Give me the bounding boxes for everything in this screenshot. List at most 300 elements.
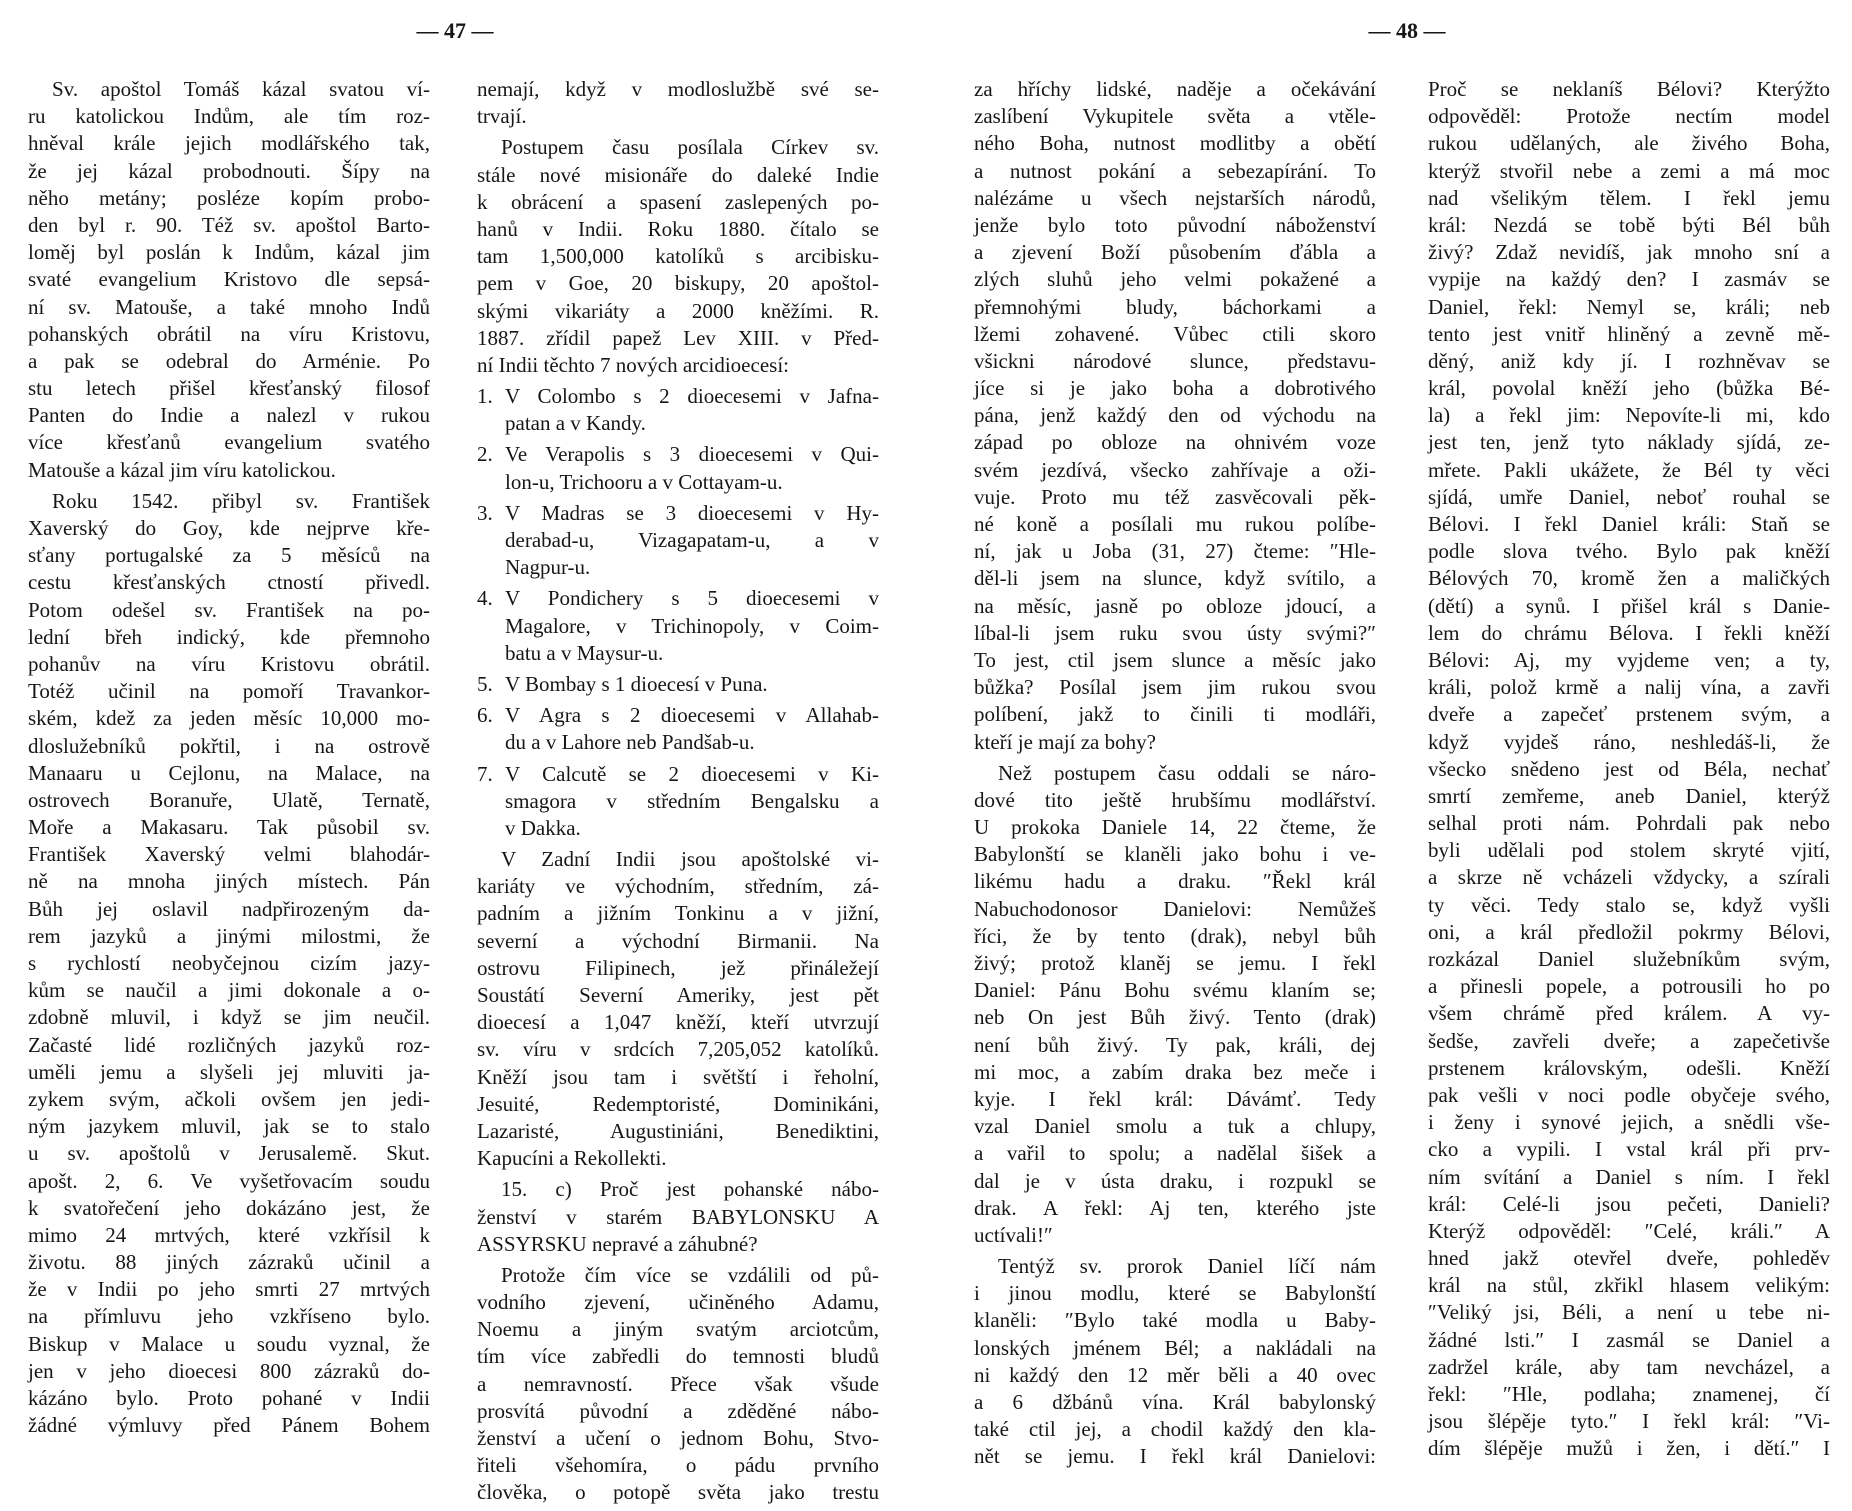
line-text: na měsíc, jasně po obloze jdoucí, a [974, 593, 1376, 618]
text-line [28, 1222, 430, 1249]
text-line [974, 1004, 1376, 1031]
text-line [974, 239, 1376, 266]
text-line [974, 977, 1376, 1004]
line-text: bůžka? Posílal jsem jim rukou svou [974, 675, 1376, 700]
text-line [1428, 620, 1830, 647]
line-text: v Dakka. [505, 815, 581, 840]
line-text: Matouše a kázal jim víru katolickou. [28, 457, 336, 482]
text-line [477, 702, 879, 729]
text-line [974, 457, 1376, 484]
text-line [477, 1289, 879, 1316]
text-line [28, 103, 430, 130]
text-line [28, 185, 430, 212]
line-text: sv. víru v srdcích 7,205,052 katolíků. [477, 1037, 879, 1062]
text-line [1428, 946, 1830, 973]
text-line [28, 130, 430, 157]
text-line [477, 1343, 879, 1370]
line-text: všem chrámě před králem. A vy- [1428, 1001, 1830, 1026]
text-line [477, 1262, 879, 1289]
text-line [28, 1168, 430, 1195]
text-line [28, 515, 430, 542]
line-text: du a v Lahore neb Pandšab-u. [505, 730, 755, 755]
text-line [477, 352, 879, 379]
text-line [28, 158, 430, 185]
text-line [28, 705, 430, 732]
line-text: Proč se neklaníš Bélovi? Kterýžto [1428, 77, 1830, 101]
line-text: zdobně mluvil, i když se jim neučil. [28, 1005, 430, 1030]
line-text: k svatořečení jeho dokázáno jest, že [28, 1195, 430, 1220]
line-text: Babylonští se klaněli jako bohu i ve- [974, 842, 1376, 867]
text-line [974, 923, 1376, 950]
text-line [28, 212, 430, 239]
text-line [1428, 484, 1830, 511]
line-text: přemnohými bludy, báchorkami a [974, 294, 1376, 319]
text-line [28, 1032, 430, 1059]
paragraph [28, 76, 430, 484]
text-line [974, 294, 1376, 321]
list-item [477, 761, 879, 843]
text-line [974, 212, 1376, 239]
line-text: Protože čím více se vzdálili od pů- [501, 1262, 879, 1287]
line-text: Tentýž sv. prorok Daniel líčí nám [998, 1254, 1376, 1279]
line-text: batu a v Maysur-u. [505, 640, 664, 665]
line-text: Manaaru u Cejlonu, na Malace, na [28, 760, 430, 785]
line-text: Kapucíni a Rekollekti. [477, 1146, 667, 1171]
line-text: ostrovu Filipinech, jež přináležejí [477, 955, 879, 980]
line-text: lem do chrámu Bélova. I řekli kněží [1428, 620, 1830, 645]
paragraph [28, 488, 430, 1440]
text-line [28, 429, 430, 456]
paragraph [974, 76, 1376, 756]
line-text: V Colombo s 2 dioecesemi v Jafna- [505, 384, 879, 409]
text-column-right [477, 76, 879, 1511]
text-line [1428, 810, 1830, 837]
line-text: sťany portugalské za 5 měsíců na [28, 543, 430, 568]
line-text: jenže bylo toto původní náboženství [974, 212, 1376, 237]
paragraph [477, 846, 879, 1172]
line-text: podle slova tvého. Bylo pak kněží [1428, 539, 1830, 564]
line-text: apošt. 2, 6. Ve vyšetřovacím soudu [28, 1168, 430, 1193]
text-line [477, 162, 879, 189]
text-line [477, 1425, 879, 1452]
text-line [1428, 266, 1830, 293]
text-line [477, 76, 879, 103]
text-line [974, 1059, 1376, 1086]
text-line [1428, 729, 1830, 756]
text-line [28, 1113, 430, 1140]
line-text: jest ten, jenž tyto náklady sjídá, ze- [1428, 430, 1830, 455]
line-text: král: Celé-li jsou pečeti, Danieli? [1428, 1191, 1830, 1216]
line-text: pohanův na víru Kristovu obrátil. [28, 651, 430, 676]
text-line [477, 585, 879, 612]
text-line [1428, 593, 1830, 620]
text-line [1428, 402, 1830, 429]
line-text: žádné lsti.″ I zasmál se Daniel a [1428, 1327, 1830, 1352]
text-line [1428, 76, 1830, 103]
line-text: la) a řekl jim: Nepovíte-li mi, kdo [1428, 403, 1830, 428]
line-text: Soustátí Severní Ameriky, jest pět [477, 983, 879, 1007]
text-line [1428, 756, 1830, 783]
text-line [974, 1335, 1376, 1362]
line-text: děný, aniž kdy jí. I rozhněvav se [1428, 348, 1830, 373]
text-line [477, 613, 879, 640]
list-number: 4. [477, 586, 493, 611]
text-line [1428, 1082, 1830, 1109]
line-text: políbení, jakž to činili ti modláři, [974, 702, 1376, 727]
page-number: — 47 — [416, 18, 494, 43]
line-text: rukou udělaných, ale živého Boha, [1428, 131, 1830, 156]
line-text: loměj byl poslán k Indům, kázal jim [28, 240, 430, 265]
line-text: tento jest vnitř hliněný a zevně mě- [1428, 321, 1830, 346]
line-text: prstenem královským, odešli. Kněží [1428, 1055, 1830, 1080]
text-line [28, 457, 430, 484]
text-line [974, 266, 1376, 293]
line-text: vzal Daniel smolu a tuk a chlupy, [974, 1114, 1376, 1139]
text-line [477, 1036, 879, 1063]
text-line [974, 1168, 1376, 1195]
text-line [477, 1316, 879, 1343]
list-item [477, 500, 879, 582]
line-text: životu. 88 jiných zázraků učinil a [28, 1250, 430, 1275]
line-text: Biskup v Malace u soudu vyznal, že [28, 1331, 430, 1356]
text-line [974, 841, 1376, 868]
paragraph [974, 1253, 1376, 1471]
text-line [477, 1452, 879, 1479]
line-text: ní sv. Matouše, a také mnoho Indů [28, 294, 430, 319]
text-line [28, 1385, 430, 1412]
line-text: vypije na každý den? I zasmáv se [1428, 267, 1830, 292]
line-text: dloslužebníků pokřtil, i na ostrově [28, 733, 430, 758]
text-line [1428, 1435, 1830, 1462]
line-text: že v Indii po jeho smrti 27 mrtvých [28, 1277, 430, 1302]
line-text: V Bombay s 1 dioecesí v Puna. [505, 671, 768, 696]
text-line [974, 321, 1376, 348]
line-text: kterýž stvořil nebe a zemi a má moc [1428, 158, 1830, 183]
text-line [974, 1222, 1376, 1249]
line-text: 15. c) Proč jest pohanské nábo- [501, 1177, 879, 1202]
text-line [477, 1009, 879, 1036]
line-text: skými vikariáty a 2000 kněžími. R. [477, 298, 879, 323]
line-text: Bélových 70, kromě žen a maličkých [1428, 566, 1830, 591]
line-text: i jinou modlu, které se Babylonští [974, 1281, 1376, 1306]
text-line [28, 488, 430, 515]
line-text: drak. A řekl: Aj ten, kterého jste [974, 1195, 1376, 1220]
line-text: byli udělali pod stolem skryté vjití, [1428, 838, 1830, 863]
line-text: sjídá, umře Daniel, neboť rouhal se [1428, 484, 1830, 509]
line-text: také ctil jej, a chodil každý den kla- [974, 1417, 1376, 1442]
text-line [477, 189, 879, 216]
text-line [28, 542, 430, 569]
line-text: mimo 24 mrtvých, které vzkřísil k [28, 1222, 430, 1247]
text-line [1428, 1408, 1830, 1435]
line-text: lední břeh indický, kde přemnoho [28, 624, 430, 649]
line-text: že jej kázal probodnouti. Šípy na [28, 158, 430, 183]
line-text: smrtí zemřeme, aneb Daniel, kterýž [1428, 783, 1830, 808]
line-text: zaslíbení Vykupitele světa a vtěle- [974, 104, 1376, 129]
text-line [974, 402, 1376, 429]
text-line [1428, 973, 1830, 1000]
text-line [974, 103, 1376, 130]
line-text: dím šlépěje mužů i žen, i dětí.″ I [1428, 1436, 1830, 1461]
text-line [28, 1140, 430, 1167]
text-line [974, 593, 1376, 620]
text-line [1428, 701, 1830, 728]
line-text: Nabuchodonosor Danielovi: Nemůžeš [974, 896, 1376, 921]
line-text: živý? Zdaž nevidíš, jak mnoho sní a [1428, 240, 1830, 265]
paragraph [1428, 76, 1830, 1463]
line-text: kázáno bylo. Proto pohané v Indii [28, 1386, 430, 1410]
line-text: Sv. apoštol Tomáš kázal svatou ví- [52, 77, 430, 101]
text-line [28, 868, 430, 895]
text-line [477, 243, 879, 270]
text-line [28, 841, 430, 868]
line-text: V Zadní Indii jsou apoštolské vi- [501, 847, 879, 872]
line-text: Bélovi: Aj, my vyjdeme ven; a ty, [1428, 647, 1830, 672]
text-line [477, 103, 879, 130]
list-item [477, 702, 879, 756]
line-text: Magalore, v Trichinopoly, v Coim- [505, 613, 879, 638]
line-text: ženství v starém BABYLONSKU A [477, 1204, 879, 1229]
text-line [974, 868, 1376, 895]
text-line [1428, 892, 1830, 919]
text-line [974, 814, 1376, 841]
text-line [477, 640, 879, 667]
text-line [974, 185, 1376, 212]
line-text: k obrácení a spasení zaslepených po- [477, 189, 879, 214]
text-line [477, 1091, 879, 1118]
text-line [1428, 565, 1830, 592]
line-text: na přímluvu jeho vzkříseno bylo. [28, 1304, 430, 1329]
text-line [28, 239, 430, 266]
line-text: král na stůl, zkřikl hlasem velikým: [1428, 1273, 1830, 1298]
text-line [28, 375, 430, 402]
line-text: tím více zabředli do temnosti bludů [477, 1344, 879, 1369]
line-text: ženství a učení o jednom Bohu, Stvo- [477, 1426, 879, 1450]
text-line [28, 1086, 430, 1113]
line-text: není bůh živý. Ty pak, králi, dej [974, 1032, 1376, 1057]
line-text: pak vešli v noci podle obyčeje svého, [1428, 1082, 1830, 1107]
line-text: František Xaverský velmi blahodár- [28, 842, 430, 867]
line-text: ASSYRSKU nepravé a záhubné? [477, 1231, 758, 1256]
text-line [477, 441, 879, 468]
text-line [1428, 647, 1830, 674]
text-line [1428, 1055, 1830, 1082]
text-line [28, 977, 430, 1004]
line-text: šedše, zavřeli dveře; a zapečetivše [1428, 1028, 1830, 1053]
text-line [477, 788, 879, 815]
text-line [477, 270, 879, 297]
text-line [28, 1303, 430, 1330]
line-text: Bélovi. I řekl Daniel králi: Staň se [1428, 512, 1830, 536]
text-line [28, 402, 430, 429]
line-text: všecko snědeno jest od Béla, nechať [1428, 756, 1830, 781]
text-line [974, 1253, 1376, 1280]
line-text: a 6 džbánů vína. Král babylonský [974, 1390, 1376, 1414]
text-line [28, 76, 430, 103]
line-text: den byl r. 90. Též sv. apoštol Barto- [28, 212, 430, 237]
text-line [974, 1280, 1376, 1307]
line-text: kyje. I řekl král: Dávámť. Tedy [974, 1086, 1376, 1111]
line-text: ní, jak u Joba (31, 27) čteme: ″Hle- [974, 539, 1376, 564]
text-line [1428, 457, 1830, 484]
text-line [28, 1249, 430, 1276]
text-line [477, 1204, 879, 1231]
line-text: (dětí) a synů. I přišel král s Danie- [1428, 593, 1830, 618]
line-text: ru katolickou Indům, ale tím roz- [28, 104, 430, 129]
line-text: ně na mnoha jiných místech. Pán [28, 869, 430, 894]
line-text: prosvítá původní a zděděné nábo- [477, 1398, 879, 1423]
line-text: severní a východní Birmanii. Na [477, 928, 879, 953]
text-column-left [974, 76, 1376, 1475]
text-line [477, 554, 879, 581]
line-text: Totéž učinil na pomoří Travankor- [28, 679, 430, 704]
line-text: V Madras se 3 dioecesemi v Hy- [505, 500, 879, 525]
line-text: nemají, když v modloslužbě své se- [477, 77, 879, 101]
line-text: cestu křesťanských ctností přivedl. [28, 570, 430, 595]
text-column-left [28, 76, 430, 1443]
line-text: vodního zjevení, učiněného Adamu, [477, 1290, 879, 1315]
line-text: ty věci. Tedy stalo se, když vyšli [1428, 892, 1830, 917]
text-line [477, 500, 879, 527]
text-line [28, 950, 430, 977]
line-text: a pak se odebral do Arménie. Po [28, 348, 430, 373]
list-number: 7. [477, 761, 493, 786]
text-line [974, 1086, 1376, 1113]
text-line [974, 348, 1376, 375]
line-text: hned jakž otevřel dveře, pohleděv [1428, 1246, 1830, 1271]
text-line [477, 469, 879, 496]
text-line [1428, 511, 1830, 538]
text-line [974, 375, 1376, 402]
line-text: lon-u, Trichooru a v Cottayam-u. [505, 469, 783, 494]
text-line [974, 950, 1376, 977]
list-number: 3. [477, 500, 493, 525]
line-text: Noemu a jiným svatým arciotcům, [477, 1317, 879, 1342]
line-text: stu letech přišel křesťanský filosof [28, 376, 430, 401]
line-text: za hříchy lidské, naděje a očekávání [974, 77, 1376, 101]
text-line [1428, 348, 1830, 375]
text-line [1428, 674, 1830, 701]
line-text: zlých sluhů jeho velmi pokažené a [974, 267, 1376, 292]
text-line [477, 846, 879, 873]
line-text: u sv. apoštolů v Jerusalemě. Skut. [28, 1141, 430, 1166]
line-text: trvají. [477, 104, 527, 129]
text-line [1428, 1272, 1830, 1299]
text-line [1428, 1327, 1830, 1354]
text-line [477, 982, 879, 1009]
text-line [28, 1331, 430, 1358]
line-text: jíce si je jako boha a dobrotivého [974, 376, 1376, 401]
line-text: Roku 1542. přibyl sv. František [52, 488, 430, 513]
line-text: smagora v středním Bengalsku a [505, 788, 879, 813]
line-text: derabad-u, Vizagapatam-u, a v [505, 528, 879, 552]
text-line [477, 900, 879, 927]
text-line [1428, 1109, 1830, 1136]
text-line [1428, 1164, 1830, 1191]
line-text: cko a vypili. I vstal král při prv- [1428, 1137, 1830, 1162]
text-line [477, 955, 879, 982]
text-line [28, 1358, 430, 1385]
text-line [974, 565, 1376, 592]
text-line [974, 130, 1376, 157]
text-line [974, 1416, 1376, 1443]
line-text: hanů v Indii. Roku 1880. čítalo se [477, 216, 879, 241]
text-line [477, 383, 879, 410]
line-text: řiteli všehomíra, o pádu prvního [477, 1453, 879, 1478]
text-line [477, 1064, 879, 1091]
line-text: děl-li jsem na slunce, když svítilo, a [974, 566, 1376, 591]
text-line [477, 928, 879, 955]
line-text: U prokoka Daniele 14, 22 čteme, že [974, 815, 1376, 840]
text-line [974, 620, 1376, 647]
line-text: Lazaristé, Augustiniáni, Benediktini, [477, 1118, 879, 1143]
line-text: a skrze ně vcházeli vždycky, a szírali [1428, 865, 1830, 890]
text-line [477, 1398, 879, 1425]
paragraph [477, 1176, 879, 1258]
line-text: lonských jménem Bél; a nakládali na [974, 1335, 1376, 1360]
line-text: a nutnost pokání a sebezapírání. To [974, 158, 1376, 183]
line-text: né koně a posílali mu rukou políbe- [974, 512, 1376, 536]
line-text: ním svítání a Daniel s ním. I řekl [1428, 1164, 1830, 1189]
line-text: lžemi zohavené. Vůbec ctili skoro [974, 321, 1376, 346]
text-line [28, 321, 430, 348]
line-text: něho metány; posléze kopím probo- [28, 185, 430, 210]
list-item [477, 441, 879, 495]
line-text: a nemravností. Přece však všude [477, 1371, 879, 1396]
line-text: ni každý den 12 měr běli a 40 ovec [974, 1362, 1376, 1387]
text-line [974, 1113, 1376, 1140]
text-line [28, 266, 430, 293]
line-text: s rychlostí neobyčejnou cizím jazy- [28, 951, 430, 975]
line-text: kariáty ve východním, středním, zá- [477, 874, 879, 899]
line-text: klaněli: ″Bylo také modla u Baby- [974, 1308, 1376, 1333]
line-text: kteří je mají za bohy? [974, 729, 1156, 754]
text-line [974, 1195, 1376, 1222]
line-text: neb On jest Bůh živý. Tento (drak) [974, 1005, 1376, 1030]
line-text: To jest, ctil jsem slunce a měsíc jako [974, 647, 1376, 672]
text-line [1428, 294, 1830, 321]
text-line [1428, 1218, 1830, 1245]
text-line [1428, 538, 1830, 565]
text-line [1428, 1000, 1830, 1027]
text-line [28, 678, 430, 705]
text-line [974, 1140, 1376, 1167]
line-text: likému hadu a draku. ″Řekl král [974, 869, 1376, 894]
text-line [28, 597, 430, 624]
line-text: řekl: ″Hle, podlaha; znamenej, čí [1428, 1382, 1830, 1406]
text-line [974, 896, 1376, 923]
text-line [28, 814, 430, 841]
line-text: stále nové misionáře do daleké Indie [477, 162, 879, 187]
line-text: uměli jemu a slyšeli jej mluviti ja- [28, 1059, 430, 1084]
text-line [1428, 864, 1830, 891]
line-text: i ženy i synové jejich, a snědli vše- [1428, 1110, 1830, 1135]
text-line [1428, 1028, 1830, 1055]
line-text: selhal proti nám. Pohrdali pak nebo [1428, 811, 1830, 836]
line-text: ní Indii těchto 7 nových arcidioecesí: [477, 352, 789, 377]
text-line [28, 348, 430, 375]
text-line [28, 760, 430, 787]
text-line [1428, 212, 1830, 239]
text-line [1428, 321, 1830, 348]
text-line [1428, 1381, 1830, 1408]
text-line [477, 761, 879, 788]
text-line [28, 1059, 430, 1086]
line-text: a vařil to spolu; a nadělal šišek a [974, 1141, 1376, 1166]
text-line [477, 325, 879, 352]
line-text: Moře a Makasaru. Tak působil sv. [28, 815, 430, 840]
line-text: ském, kdež za jeden měsíc 10,000 mo- [28, 706, 430, 731]
